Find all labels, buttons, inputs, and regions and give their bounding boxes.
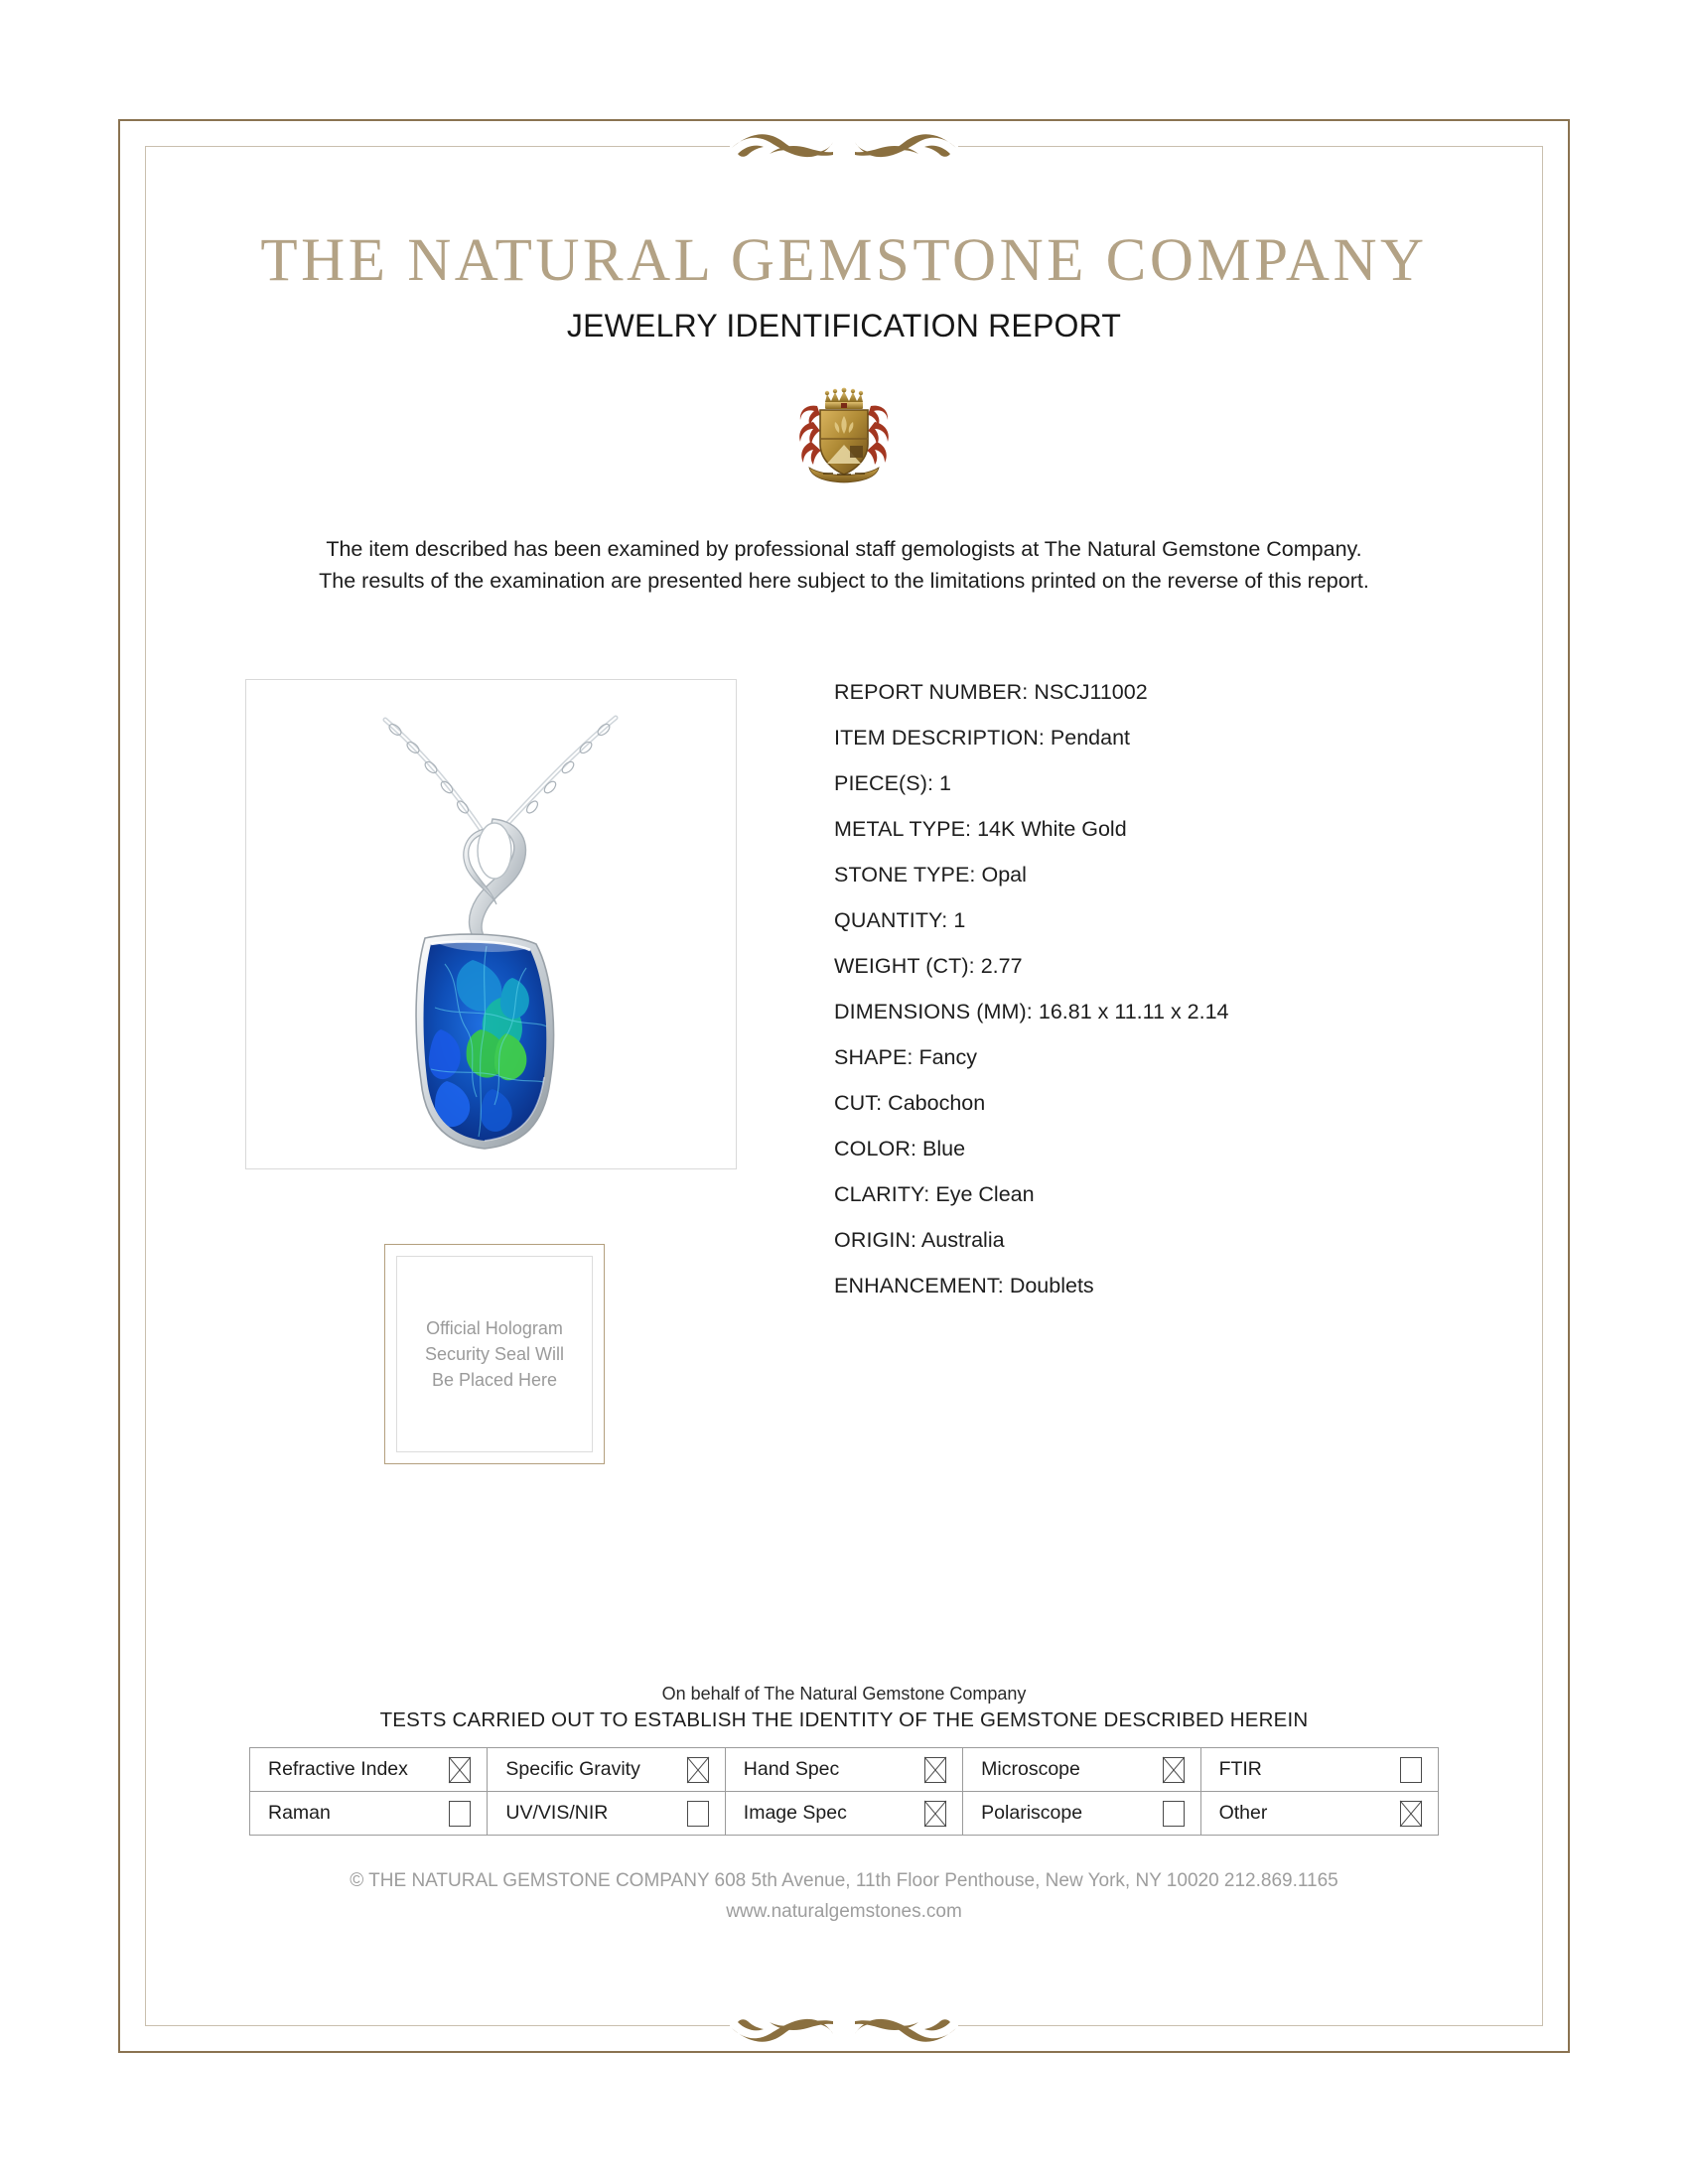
detail-value: 1 [939, 771, 952, 795]
tests-heading: TESTS CARRIED OUT TO ESTABLISH THE IDENTITY OF THE GEMSTONE DESCRIBED HEREIN [379, 1708, 1309, 1731]
detail-value: Cabochon [888, 1091, 986, 1115]
test-cell-raman[interactable] [250, 1792, 488, 1836]
detail-row-stone-type [834, 852, 1450, 897]
detail-row-clarity [834, 1171, 1450, 1217]
detail-row-shape [834, 1034, 1450, 1080]
detail-row-metal-type [834, 806, 1450, 852]
detail-row-report-number [834, 669, 1450, 715]
hologram-line-1: Official Hologram [426, 1318, 563, 1338]
detail-value: NSCJ11002 [1034, 680, 1148, 704]
hologram-seal-placeholder [384, 1244, 605, 1464]
test-label: Raman [268, 1802, 331, 1824]
footer-address: © THE NATURAL GEMSTONE COMPANY 608 5th Avenue, 11th Floor Penthouse, New York, NY 10020 212.869.1165 [350, 1870, 1338, 1891]
hologram-seal-text [425, 1315, 564, 1393]
gemstone-photo-frame [245, 679, 737, 1169]
intro-line-1: The item described has been examined by professional staff gemologists at The Natural Gemstone Company. [326, 537, 1362, 561]
detail-value: 14K White Gold [977, 817, 1127, 841]
detail-row-color [834, 1126, 1450, 1171]
company-title: THE NATURAL GEMSTONE COMPANY [260, 227, 1428, 294]
tests-table [249, 1747, 1439, 1836]
detail-value: Doublets [1009, 1274, 1094, 1297]
detail-label: PIECE(S): [834, 771, 934, 795]
heraldic-crest-icon [787, 382, 901, 485]
detail-value: Eye Clean [935, 1182, 1035, 1206]
detail-value: Opal [981, 863, 1027, 887]
test-cell-uv-vis-nir[interactable] [488, 1792, 725, 1836]
test-cell-polariscope[interactable] [963, 1792, 1200, 1836]
test-checkbox-specific-gravity[interactable] [687, 1757, 709, 1783]
flourish-ornament-icon-top [722, 124, 966, 170]
test-checkbox-image-spec[interactable] [924, 1801, 946, 1827]
report-subtitle: JEWELRY IDENTIFICATION REPORT [566, 308, 1122, 343]
test-cell-hand-spec[interactable] [725, 1748, 962, 1792]
test-checkbox-raman[interactable] [449, 1801, 471, 1827]
test-label: Microscope [981, 1758, 1080, 1780]
detail-label: WEIGHT (CT): [834, 954, 975, 978]
detail-label: COLOR: [834, 1137, 917, 1160]
detail-value: 2.77 [980, 954, 1023, 978]
detail-value: Australia [920, 1228, 1005, 1252]
detail-row-enhancement [834, 1263, 1450, 1308]
detail-row-dimensions [834, 989, 1450, 1034]
detail-row-cut [834, 1080, 1450, 1126]
hologram-seal-inner-frame [396, 1256, 593, 1452]
test-checkbox-uv-vis-nir[interactable] [687, 1801, 709, 1827]
detail-label: REPORT NUMBER: [834, 680, 1029, 704]
table-row [250, 1792, 1439, 1836]
detail-row-pieces [834, 760, 1450, 806]
test-label: Specific Gravity [505, 1758, 640, 1780]
test-label: Image Spec [743, 1802, 847, 1824]
test-cell-image-spec[interactable] [725, 1792, 962, 1836]
test-cell-specific-gravity[interactable] [488, 1748, 725, 1792]
test-label: FTIR [1218, 1758, 1262, 1780]
detail-label: METAL TYPE: [834, 817, 972, 841]
detail-label: QUANTITY: [834, 908, 948, 932]
detail-value: Blue [922, 1137, 966, 1160]
test-cell-ftir[interactable] [1200, 1748, 1438, 1792]
test-cell-other[interactable] [1200, 1792, 1438, 1836]
footer-website[interactable]: www.naturalgemstones.com [726, 1901, 962, 1922]
test-checkbox-ftir[interactable] [1400, 1757, 1422, 1783]
intro-line-2: The results of the examination are presented here subject to the limitations printed on the reverse of this report. [319, 569, 1369, 593]
detail-label: STONE TYPE: [834, 863, 976, 887]
detail-row-origin [834, 1217, 1450, 1263]
intro-paragraph [0, 533, 1688, 597]
test-cell-refractive-index[interactable] [250, 1748, 488, 1792]
test-label: Polariscope [981, 1802, 1083, 1824]
report-details-list [834, 669, 1450, 1308]
test-label: Refractive Index [268, 1758, 408, 1780]
hologram-line-3: Be Placed Here [431, 1370, 558, 1390]
test-cell-microscope[interactable] [963, 1748, 1200, 1792]
detail-label: DIMENSIONS (MM): [834, 1000, 1033, 1024]
detail-value: Pendant [1050, 726, 1131, 750]
test-checkbox-refractive-index[interactable] [449, 1757, 471, 1783]
footer [0, 1865, 1688, 1927]
flourish-ornament-icon-bottom [722, 2006, 966, 2052]
detail-label: ORIGIN: [834, 1228, 917, 1252]
detail-label: CUT: [834, 1091, 883, 1115]
test-label: Hand Spec [743, 1758, 840, 1780]
detail-row-weight [834, 943, 1450, 989]
detail-value: 16.81 x 11.11 x 2.14 [1038, 1000, 1229, 1024]
test-checkbox-hand-spec[interactable] [924, 1757, 946, 1783]
test-label: UV/VIS/NIR [505, 1802, 609, 1824]
opal-pendant-necklace-photo [246, 680, 737, 1169]
test-checkbox-microscope[interactable] [1163, 1757, 1185, 1783]
detail-label: SHAPE: [834, 1045, 914, 1069]
detail-value: Fancy [918, 1045, 978, 1069]
table-row [250, 1748, 1439, 1792]
detail-label: CLARITY: [834, 1182, 930, 1206]
test-checkbox-polariscope[interactable] [1163, 1801, 1185, 1827]
detail-label: ENHANCEMENT: [834, 1274, 1004, 1297]
detail-row-quantity [834, 897, 1450, 943]
detail-label: ITEM DESCRIPTION: [834, 726, 1045, 750]
test-label: Other [1218, 1802, 1268, 1824]
on-behalf-text: On behalf of The Natural Gemstone Company [661, 1684, 1027, 1704]
detail-value: 1 [953, 908, 966, 932]
hologram-line-2: Security Seal Will [424, 1344, 565, 1364]
detail-row-item-description [834, 715, 1450, 760]
test-checkbox-other[interactable] [1400, 1801, 1422, 1827]
